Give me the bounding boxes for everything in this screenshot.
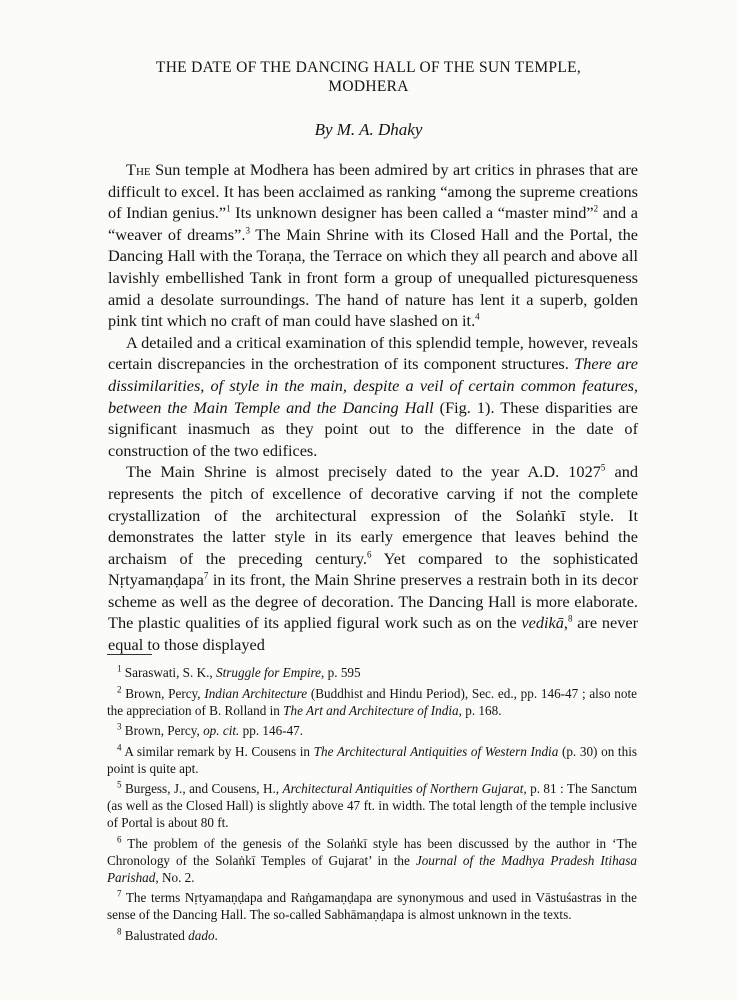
footnote-title: dado bbox=[188, 927, 215, 943]
footnote-text: Balustrated bbox=[124, 927, 189, 943]
footnote-3 bbox=[107, 722, 637, 739]
footnote-text: . bbox=[214, 927, 218, 943]
footnote-title: The Architectural Antiquities of Western India bbox=[313, 743, 559, 759]
emphasis-text: vedikā bbox=[521, 613, 564, 633]
text-run: The Main Shrine is almost precisely dated to the year A.D. 1027 bbox=[126, 462, 601, 482]
paragraph-3 bbox=[108, 461, 638, 655]
footnote-text: The problem of the genesis of the Solaṅkī style has been discussed by the author in ‘The Chronology of the Solaṅkī Temples of Gujarat’ in the bbox=[107, 835, 637, 868]
text-run: , bbox=[563, 613, 568, 633]
footnote-title: Struggle for Empire bbox=[216, 665, 322, 680]
text-run: The Main Shrine with its Closed Hall and the Portal, the Dancing Hall with the Toraṇa, the Terrace on which they all pearch and above all lavishly embellished Tank in front form a group of unequalled picturesqueness amid a desolate surroundings. The hand of nature has lent it a superb, golden pink tint which no craft of man could have slashed on it. bbox=[108, 224, 638, 331]
footnote-text: Brown, Percy, bbox=[124, 723, 204, 738]
lead-word: The bbox=[126, 160, 151, 179]
footnote-4 bbox=[107, 743, 637, 777]
footnote-title: op. cit. bbox=[203, 723, 240, 738]
footnote-number: 1 bbox=[117, 663, 122, 674]
text-run: Yet compared to the sophisticated Nṛtyamaṇḍapa bbox=[108, 548, 638, 590]
footnote-text: (Buddhist and Hindu Period), Sec. ed., pp. 146-47 ; also note the appreciation of B. Rolland in bbox=[107, 685, 637, 718]
footnote-divider bbox=[107, 654, 152, 655]
footnote-ref[interactable]: 3 bbox=[245, 225, 250, 236]
text-run: and represents the pitch of excellence of decorative carving if not the complete crystallization of the architectural expression of the Solaṅkī style. It demonstrates the latter style in its early emergence that leaves behind the archaism of the preceding century. bbox=[108, 462, 639, 568]
footnote-text: The terms Nṛtyamaṇḍapa and Raṅgamaṇḍapa are synonymous and used in Vāstuśastras in the sense of the Dancing Hall. The so-called Sabhāmaṇḍapa is almost unknown in the texts. bbox=[107, 890, 637, 922]
footnote-7 bbox=[107, 889, 637, 923]
footnote-8 bbox=[107, 927, 637, 944]
footnote-ref[interactable]: 6 bbox=[367, 549, 372, 560]
footnote-ref[interactable]: 5 bbox=[600, 462, 606, 473]
paragraph-1 bbox=[108, 159, 638, 332]
footnote-number: 3 bbox=[117, 721, 122, 732]
footnote-2 bbox=[107, 685, 637, 719]
footnote-number: 2 bbox=[117, 684, 122, 695]
footnote-number: 7 bbox=[117, 888, 122, 899]
footnote-title: Journal of the Madhya Pradesh Itihasa Parishad bbox=[107, 852, 637, 885]
footnote-1 bbox=[107, 664, 637, 681]
footnote-ref[interactable]: 4 bbox=[475, 311, 480, 322]
footnote-6 bbox=[107, 835, 637, 886]
footnote-number: 6 bbox=[117, 834, 122, 845]
text-run: and a “weaver of dreams”. bbox=[108, 203, 638, 244]
text-run: in its front, the Main Shrine preserves a restrain both in its decor scheme as well as the degree of decoration. The Dancing Hall is more elaborate. The plastic qualities of its applied figural work such as on the bbox=[108, 570, 638, 633]
article-body bbox=[108, 159, 638, 656]
paragraph-2 bbox=[108, 332, 638, 462]
footnote-text: , p. 595 bbox=[321, 665, 361, 680]
footnote-ref[interactable]: 8 bbox=[567, 614, 573, 625]
footnote-text: Brown, Percy, bbox=[125, 685, 205, 701]
emphasis-text: There are dissimilarities, of style in the main, despite a veil of certain common features, between the Main Temple and the Dancing Hall bbox=[108, 354, 638, 417]
footnote-title: Architectural Antiquities of Northern Gujarat bbox=[282, 781, 524, 796]
footnote-ref[interactable]: 1 bbox=[226, 203, 231, 214]
footnote-text: pp. 146-47. bbox=[239, 723, 304, 738]
footnote-number: 4 bbox=[117, 742, 122, 753]
footnote-5 bbox=[107, 780, 637, 831]
footnote-number: 5 bbox=[117, 779, 122, 790]
article-title bbox=[0, 58, 737, 96]
footnote-text: A similar remark by H. Cousens in bbox=[124, 743, 314, 759]
text-run: (Fig. 1). These disparities are significant inasmuch as they point out to the difference in the date of construction of the two edifices. bbox=[108, 397, 638, 460]
footnote-text: (p. 30) on this point is quite apt. bbox=[107, 743, 637, 776]
text-run: are never equal to those displayed bbox=[108, 613, 639, 655]
footnote-ref[interactable]: 2 bbox=[593, 203, 599, 214]
footnote-text: Saraswati, S. K., bbox=[124, 665, 217, 680]
title-line-2: MODHERA bbox=[328, 78, 409, 95]
footnotes bbox=[107, 664, 637, 947]
author-byline: By M. A. Dhaky bbox=[314, 120, 423, 139]
footnote-text: , p. 168. bbox=[458, 702, 502, 718]
footnote-text: , p. 81 : The Sanctum (as well as the Closed Hall) is slightly above 47 ft. in width. The total length of the temple inclusive of Portal is about 80 ft. bbox=[107, 781, 637, 830]
footnote-title: Indian Architecture bbox=[204, 685, 308, 701]
text-run: Its unknown designer has been called a “master mind” bbox=[230, 203, 594, 223]
footnote-text: , No. 2. bbox=[155, 869, 195, 885]
text-run: A detailed and a critical examination of this splendid temple, however, reveals certain discrepancies in the orchestration of its component structures. bbox=[108, 332, 638, 374]
title-line-1: THE DATE OF THE DANCING HALL OF THE SUN TEMPLE, bbox=[155, 59, 582, 76]
footnote-title: The Art and Architecture of India bbox=[283, 702, 459, 718]
footnote-ref[interactable]: 7 bbox=[203, 570, 209, 581]
footnote-text: Burgess, J., and Cousens, H., bbox=[124, 781, 283, 796]
text-run: Sun temple at Modhera has been admired by art critics in phrases that are difficult to excel. It has been acclaimed as ranking “among the supreme creations of Indian genius.” bbox=[108, 160, 638, 223]
footnote-number: 8 bbox=[117, 926, 122, 937]
